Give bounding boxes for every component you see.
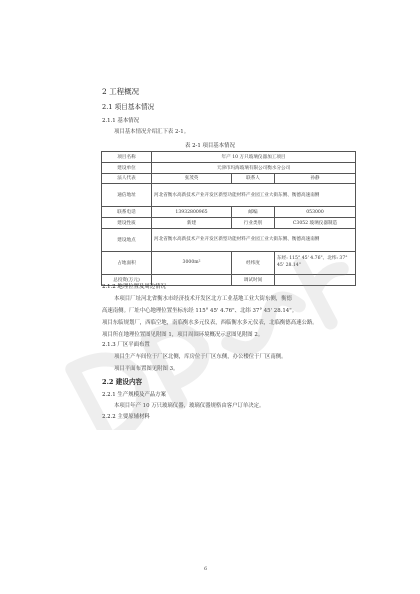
section-heading-2-2-2: 2.2.2 主要原辅材料	[102, 414, 150, 420]
table-cell-value	[275, 274, 356, 285]
table-cell-label: 建设地点	[102, 228, 152, 251]
page-number: 6	[204, 566, 208, 572]
table-cell-value: C3052 玻璃仪器制造	[275, 218, 356, 229]
table-cell-value: 孙静	[275, 173, 356, 184]
paragraph-line: 高速南侧。厂址中心地理位置坐标东经 115° 45' 4.76"、北纬 37° 45' 28.14"。	[102, 308, 298, 314]
table-row	[102, 162, 356, 173]
paragraph-line: 本项目年产 10 万只玻璃仪器，玻璃仪器规格由客户订单决定。	[114, 403, 265, 409]
table-row	[102, 228, 356, 251]
section-heading-2-2: 2.2 建设内容	[102, 378, 143, 386]
table-cell-value: 河北省衡水高新技术产业开发区新型功能材料产业园工业大街东侧、衡德高速南侧	[152, 184, 356, 207]
table-cell-value: 新建	[152, 218, 232, 229]
table-row	[102, 184, 356, 207]
table-cell-label: 项目名称	[102, 152, 152, 163]
table-cell-label: 通信地址	[102, 184, 152, 207]
table-cell-label: 调试时间	[232, 274, 275, 285]
table-cell-value: 张茂英	[152, 173, 232, 184]
table-caption: 表 2-1 项目基本情况	[185, 143, 235, 149]
table-cell-value: 河北省衡水高新技术产业开发区新型功能材料产业园工业大街东侧、衡德高速南侧	[152, 228, 356, 251]
section-heading-2-1-3: 2.1.3 厂区平面布置	[102, 342, 150, 348]
table-cell-value: 13932800965	[152, 207, 232, 218]
table-cell-label: 建设性质	[102, 218, 152, 229]
section-heading-2-1: 2.1 项目基本情况	[102, 103, 155, 111]
table-cell-value: 年产 10 万只玻璃仪器加工项目	[152, 152, 356, 163]
section-heading-2: 2 工程概况	[102, 87, 140, 96]
section-heading-2-2-1: 2.2.1 生产规模及产品方案	[102, 392, 166, 398]
table-cell-label: 法人代表	[102, 173, 152, 184]
project-info-table	[101, 151, 356, 286]
table-cell-value: 东经: 115° 45' 4.76"、北纬: 37° 45' 28.14"	[275, 251, 356, 274]
paragraph-line: 项目所在地理位置图见附图 1，项目周围环境概况示意图见附图 2。	[102, 332, 264, 338]
table-intro-text: 项目基本情况介绍汇下表 2-1。	[114, 129, 190, 135]
paragraph-line: 项目生产车间位于厂区北侧，库房位于厂区东侧，办公楼位于厂区南侧。	[114, 354, 287, 360]
table-row	[102, 218, 356, 229]
table-cell-label: 联系人	[232, 173, 275, 184]
table-cell-label: 建设单位	[102, 162, 152, 173]
table-cell-value: 天津市玛海玻璃有限公司衡水分公司	[152, 162, 356, 173]
table-row	[102, 207, 356, 218]
table-row	[102, 173, 356, 184]
table-cell-label: 行业类别	[232, 218, 275, 229]
table-cell-label: 占地面积	[102, 251, 152, 274]
table-cell-label: 总投资(万元)	[102, 274, 152, 285]
table-cell-label: 邮编	[232, 207, 275, 218]
paragraph-line: 项目东临规划厂，西临空地，南临衡水多元仪表，西临衡水多元仪表，北临衡德高速公路。	[102, 320, 318, 326]
table-cell-value: 053000	[275, 207, 356, 218]
table-cell-label: 联系电话	[102, 207, 152, 218]
section-heading-2-1-2: 2.1.2 地理位置及周边情况	[102, 284, 166, 290]
table-row	[102, 152, 356, 163]
table-cell-label: 经纬度	[232, 251, 275, 274]
table-row	[102, 251, 356, 274]
paragraph-line: 项目平面布置图见附图 3。	[114, 366, 179, 372]
section-heading-2-1-1: 2.1.1 基本情况	[102, 118, 139, 124]
table-cell-value: 3000m²	[152, 251, 232, 274]
paragraph-line: 本项目厂址河北省衡水市经济技术开发区北方工业基地工业大街东侧，衡德	[114, 296, 292, 302]
